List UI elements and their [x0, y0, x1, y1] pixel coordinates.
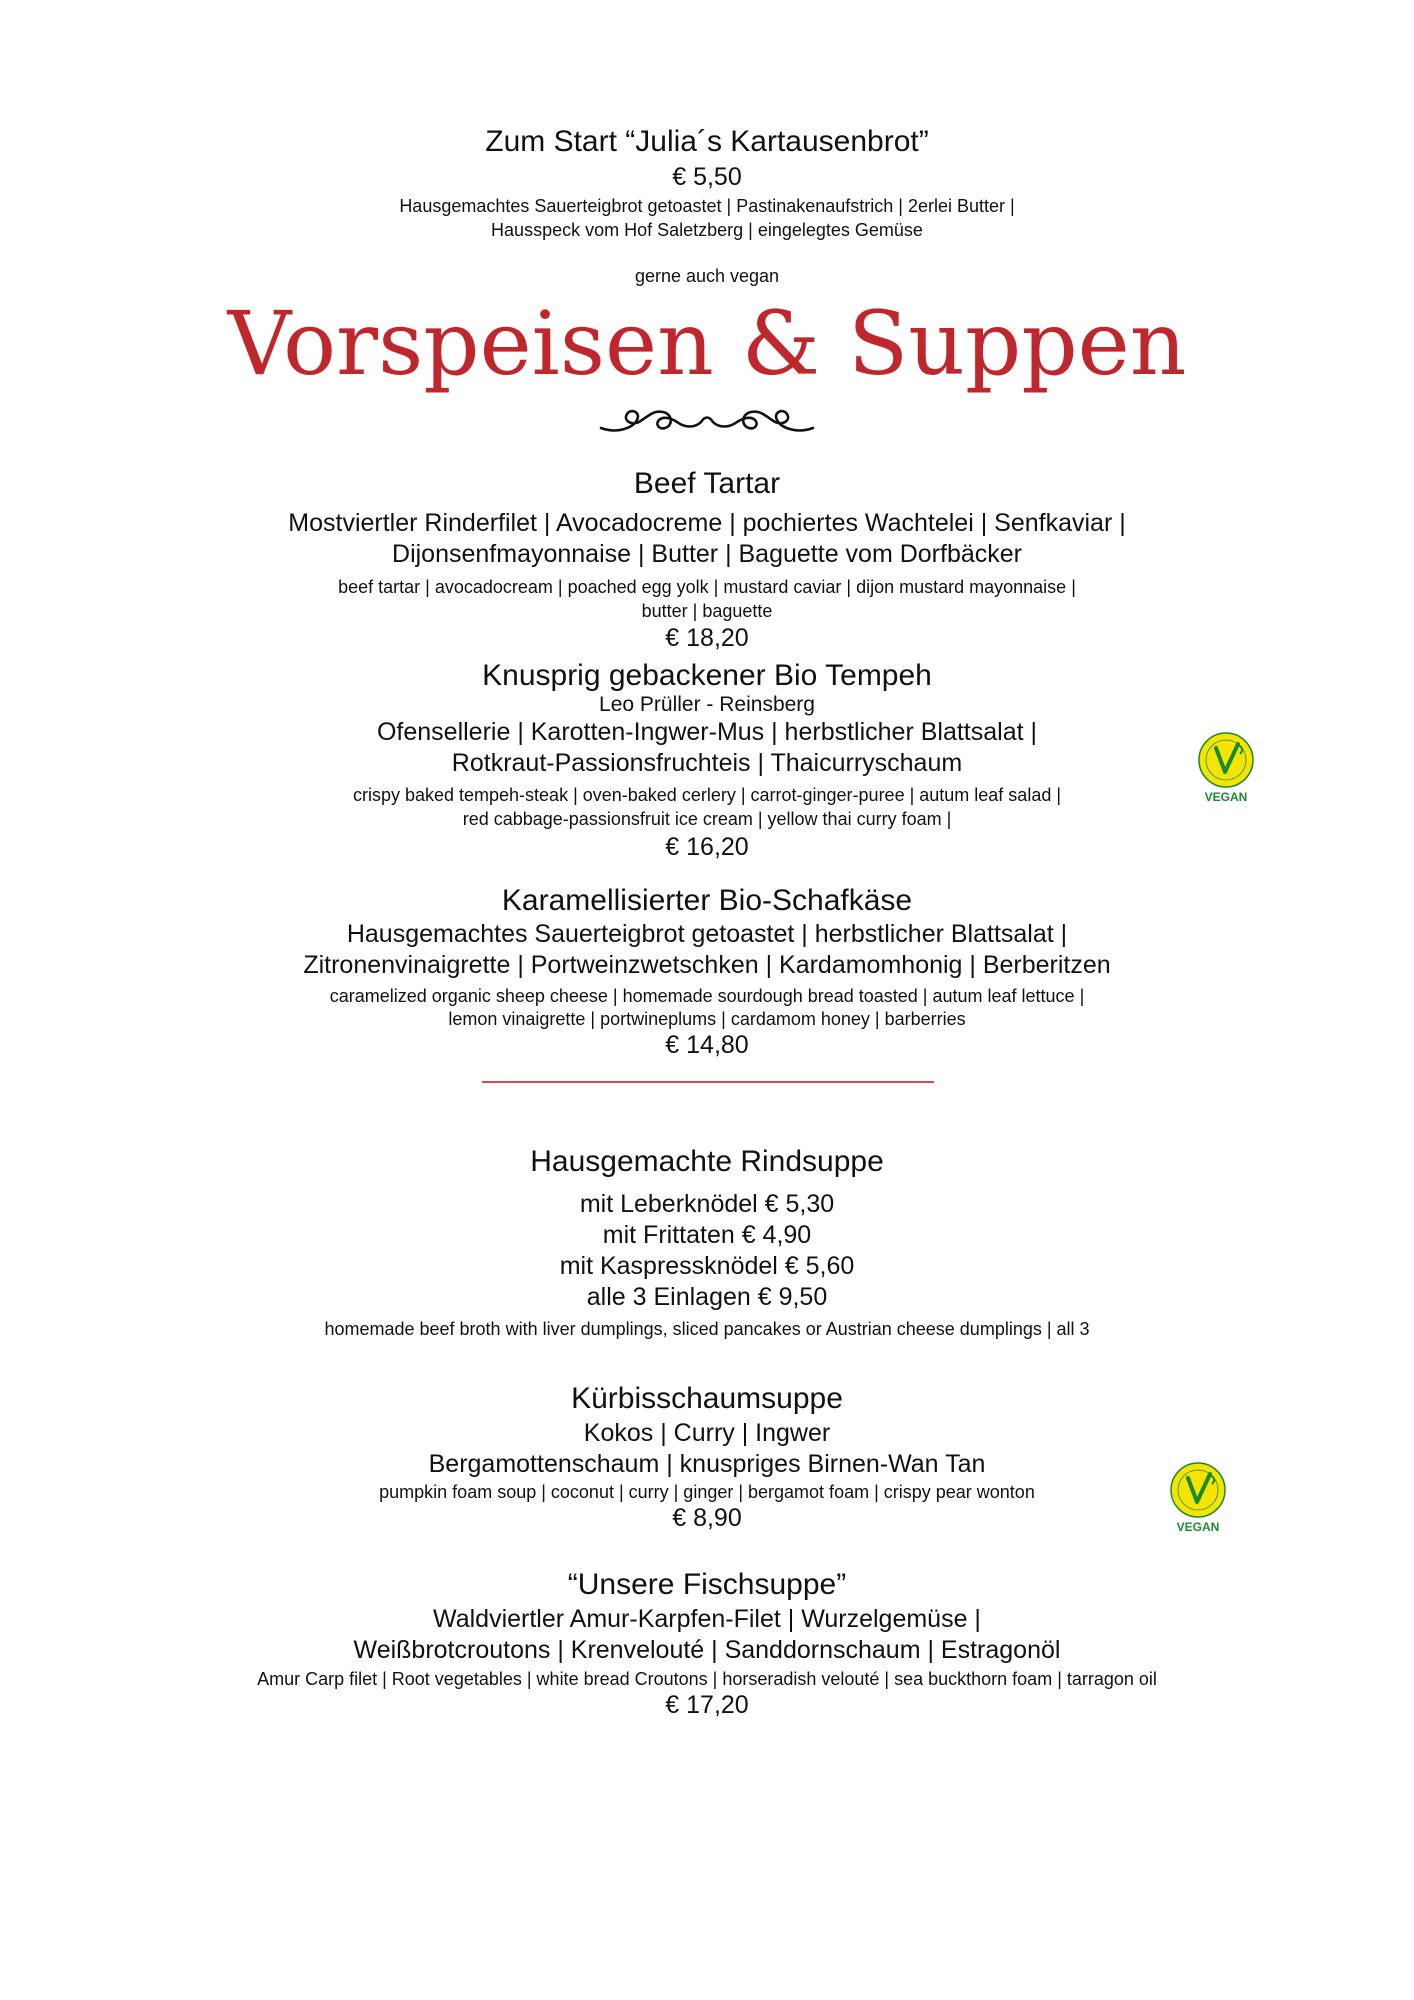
item-de-line-2: Zitronenvinaigrette | Portweinzwetschken | Kardamomhonig | Berberitzen	[303, 951, 1111, 979]
item-price: € 18,20	[665, 624, 749, 652]
item-de-line-2: Dijonsenfmayonnaise | Butter | Baguette vom Dorfbäcker	[392, 540, 1022, 568]
item-de-line-2: Bergamottenschaum | knuspriges Birnen-Wan Tan	[428, 1450, 986, 1478]
vegan-badge-icon	[1160, 1458, 1236, 1534]
item-title-beef-tartar: Beef Tartar	[633, 467, 781, 500]
item-title-fischsuppe: “Unsere Fischsuppe”	[567, 1568, 847, 1601]
item-de-line-1: Waldviertler Amur-Karpfen-Filet | Wurzelgemüse |	[433, 1605, 981, 1633]
item-en-line-2: red cabbage-passionsfruit ice cream | yellow thai curry foam |	[462, 809, 952, 829]
item-price: € 8,90	[672, 1504, 742, 1532]
start-title: Zum Start “Julia´s Kartausenbrot”	[485, 125, 929, 158]
item-en-line-1: caramelized organic sheep cheese | homemade sourdough bread toasted | autum leaf lettuce |	[329, 986, 1085, 1006]
item-option-2: mit Frittaten € 4,90	[602, 1221, 812, 1249]
item-en-line-1: crispy baked tempeh-steak | oven-baked cerlery | carrot-ginger-puree | autum leaf salad |	[352, 785, 1062, 805]
start-desc-line-2: Hausspeck vom Hof Saletzberg | eingelegtes Gemüse	[491, 220, 923, 240]
item-price: € 17,20	[665, 1691, 749, 1719]
item-option-3: mit Kaspressknödel € 5,60	[559, 1252, 855, 1280]
item-subtitle: Leo Prüller - Reinsberg	[599, 693, 815, 716]
start-desc-line-1: Hausgemachtes Sauerteigbrot getoastet | Pastinakenaufstrich | 2erlei Butter |	[399, 196, 1015, 216]
item-de-line-1: Hausgemachtes Sauerteigbrot getoastet | herbstlicher Blattsalat |	[346, 920, 1068, 948]
item-price: € 16,20	[665, 833, 749, 861]
start-vegan-note: gerne auch vegan	[634, 266, 780, 286]
item-title-kuerbissuppe: Kürbisschaumsuppe	[571, 1382, 843, 1415]
section-title: Vorspeisen & Suppen	[227, 292, 1187, 395]
item-title-tempeh: Knusprig gebackener Bio Tempeh	[482, 659, 932, 692]
item-title-rindsuppe: Hausgemachte Rindsuppe	[530, 1145, 884, 1178]
start-price: € 5,50	[672, 163, 742, 191]
item-de-line-1: Mostviertler Rinderfilet | Avocadocreme | pochiertes Wachtelei | Senfkaviar |	[288, 509, 1126, 537]
item-de-line-1: Kokos | Curry | Ingwer	[583, 1419, 831, 1447]
item-en-line-1: pumpkin foam soup | coconut | curry | ginger | bergamot foam | crispy pear wonton	[379, 1482, 1035, 1502]
vegan-badge-label: VEGAN	[1176, 1520, 1220, 1534]
item-option-1: mit Leberknödel € 5,30	[579, 1190, 835, 1218]
item-en-line-1: Amur Carp filet | Root vegetables | white bread Croutons | horseradish velouté | sea buckthorn foam | tarragon oil	[257, 1669, 1157, 1689]
item-de-line-1: Ofensellerie | Karotten-Ingwer-Mus | herbstlicher Blattsalat |	[376, 718, 1038, 746]
item-option-4: alle 3 Einlagen € 9,50	[586, 1283, 828, 1311]
section-divider	[482, 1081, 934, 1083]
ornament-flourish-icon	[597, 404, 817, 438]
item-en-line-2: lemon vinaigrette | portwineplums | cardamom honey | barberries	[448, 1009, 966, 1029]
item-en-line-1: beef tartar | avocadocream | poached egg yolk | mustard caviar | dijon mustard mayonnaise |	[338, 577, 1076, 597]
item-en-line-2: butter | baguette	[641, 601, 773, 621]
item-en-line-1: homemade beef broth with liver dumplings, sliced pancakes or Austrian cheese dumplings | all 3	[324, 1319, 1090, 1339]
item-de-line-2: Weißbrotcroutons | Krenvelouté | Sanddornschaum | Estragonöl	[353, 1636, 1061, 1664]
vegan-badge-icon	[1188, 728, 1264, 804]
vegan-badge-label: VEGAN	[1204, 790, 1248, 804]
item-price: € 14,80	[665, 1031, 749, 1059]
item-title-schafkaese: Karamellisierter Bio-Schafkäse	[501, 884, 913, 917]
item-de-line-2: Rotkraut-Passionsfruchteis | Thaicurryschaum	[451, 749, 963, 777]
